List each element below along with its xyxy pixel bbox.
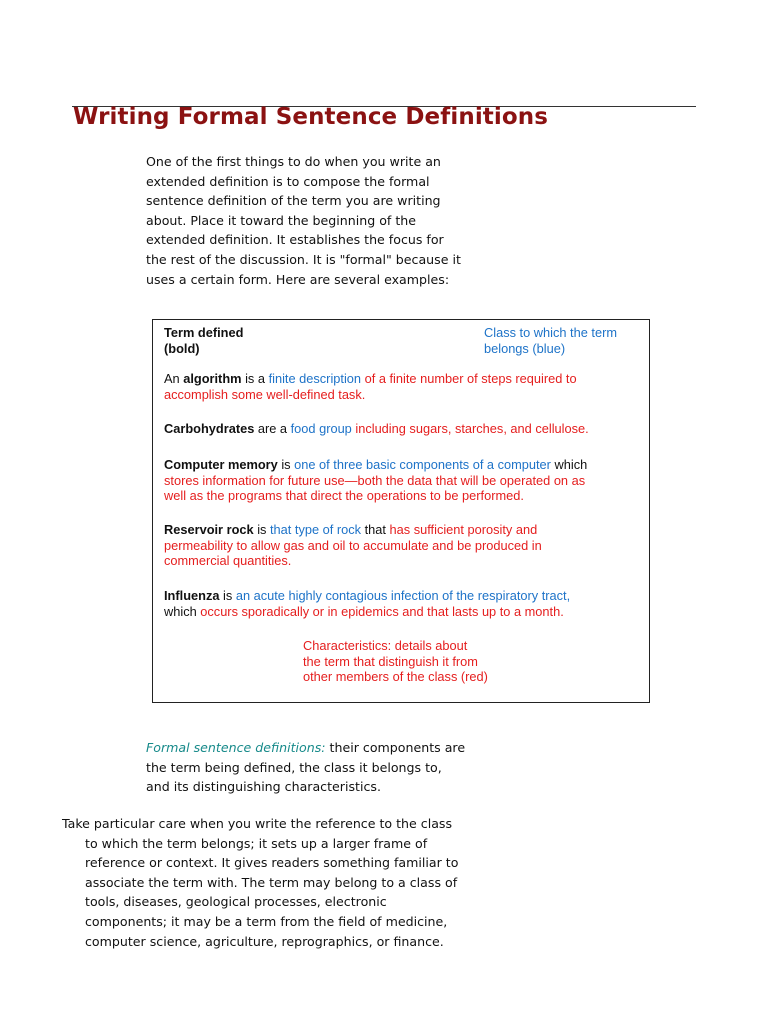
care-line: associate the term with. The term may belong to a class of: [85, 874, 458, 890]
intro-line: sentence definition of the term you are writing: [146, 193, 441, 209]
example-computer-memory: [164, 457, 644, 504]
intro-line: about. Place it toward the beginning of the: [146, 212, 417, 228]
text: is: [253, 522, 270, 537]
example-line: [164, 421, 644, 437]
care-line: to which the term belongs; it sets up a larger frame of: [85, 835, 428, 851]
characteristics: stores information for future use—both the data that will be operated on as: [164, 472, 586, 488]
example-line: [164, 457, 644, 473]
header-line: belongs (blue): [484, 340, 566, 356]
intro-line: uses a certain form. Here are several examples:: [146, 271, 450, 287]
intro-paragraph: [146, 152, 481, 289]
intro-line: extended definition is to compose the formal: [146, 173, 430, 189]
example-algorithm: [164, 371, 644, 402]
text: are a: [254, 421, 291, 436]
summary-line: [146, 738, 486, 758]
class: finite description: [268, 371, 362, 386]
text: which: [164, 603, 201, 619]
summary-line: and its distinguishing characteristics.: [146, 779, 381, 795]
characteristics: well as the programs that direct the operations to be performed.: [164, 488, 524, 503]
care-line: computer science, agriculture, reprographics, or finance.: [85, 933, 444, 949]
label-line: other members of the class (red): [303, 669, 488, 684]
care-line: reference or context. It gives readers something familiar to: [85, 855, 459, 871]
characteristics: commercial quantities.: [164, 553, 292, 568]
text: which: [550, 457, 588, 472]
example-line: [164, 588, 644, 604]
summary-lead: Formal sentence definitions:: [146, 740, 326, 755]
example-line: [164, 371, 644, 387]
text: is a: [241, 371, 269, 386]
text: is: [219, 588, 236, 603]
care-line: tools, diseases, geological processes, electronic: [85, 894, 387, 910]
term: algorithm: [183, 371, 242, 386]
term-defined-header: [164, 325, 243, 356]
term: Influenza: [164, 588, 220, 603]
example-influenza: [164, 588, 644, 619]
characteristics: including sugars, starches, and cellulose.: [351, 421, 589, 436]
class: an acute highly contagious infection of the respiratory tract,: [235, 588, 571, 603]
care-line: Take particular care when you write the reference to the class: [62, 816, 453, 831]
class: food group: [290, 421, 352, 436]
characteristics: of a finite number of steps required to: [361, 371, 577, 386]
term: Computer memory: [164, 457, 278, 472]
header-line: Class to which the term: [484, 325, 617, 340]
text: that: [361, 522, 390, 537]
care-paragraph: [62, 814, 482, 951]
text: is: [277, 457, 295, 472]
characteristics: accomplish some well-defined task.: [164, 386, 366, 402]
characteristics: occurs sporadically or in epidemics and that lasts up to a month.: [200, 603, 564, 619]
label-line: Characteristics: details about: [303, 638, 468, 653]
summary-line: the term being defined, the class it belongs to,: [146, 759, 442, 775]
intro-line: the rest of the discussion. It is "formal" because it: [146, 251, 461, 267]
example-line: [164, 604, 644, 620]
class: that type of rock: [270, 522, 362, 537]
characteristics-label: [303, 638, 488, 685]
term: Carbohydrates: [164, 421, 255, 436]
term: Reservoir rock: [164, 522, 254, 537]
label-line: the term that distinguish it from: [303, 653, 478, 669]
characteristics: permeability to allow gas and oil to accumulate and be produced in: [164, 537, 542, 553]
examples-figure: [152, 319, 650, 703]
characteristics: has sufficient porosity and: [389, 522, 538, 537]
care-line: components; it may be a term from the field of medicine,: [85, 913, 448, 929]
header-line: (bold): [164, 340, 200, 356]
class: one of three basic components of a computer: [294, 457, 551, 472]
text: An: [164, 371, 184, 386]
intro-line: One of the first things to do when you write an: [146, 154, 441, 169]
example-line: [164, 522, 644, 538]
example-reservoir-rock: [164, 522, 644, 569]
text: their components are: [325, 740, 466, 755]
example-carbohydrates: [164, 421, 644, 437]
intro-line: extended definition. It establishes the focus for: [146, 232, 444, 248]
summary-paragraph: [146, 738, 486, 797]
class-header: [484, 325, 617, 356]
header-line: Term defined: [164, 325, 244, 340]
page-title: Writing Formal Sentence Definitions: [73, 104, 549, 130]
